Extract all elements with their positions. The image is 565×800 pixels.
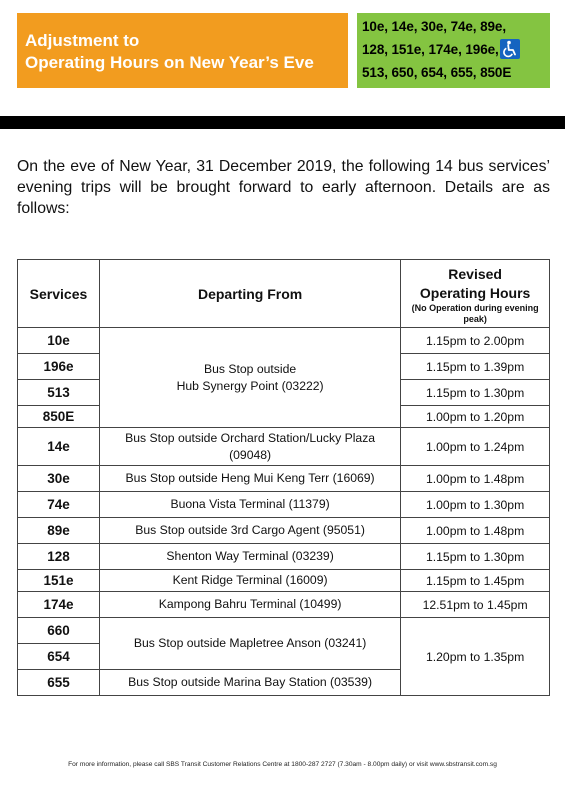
table-row xyxy=(18,492,550,518)
title-line-1: Adjustment to xyxy=(25,31,140,50)
service-number: 655 xyxy=(18,670,100,696)
departing-stop: Bus Stop outside Mapletree Anson (03241) xyxy=(99,618,400,670)
table-row xyxy=(18,618,550,644)
operating-hours: 1.00pm to 1.48pm xyxy=(401,518,550,544)
stop-line-1: Bus Stop outside xyxy=(204,361,297,376)
table-row xyxy=(18,570,550,592)
operating-hours: 1.00pm to 1.30pm xyxy=(401,492,550,518)
table-row xyxy=(18,328,550,354)
notice-title-banner xyxy=(17,13,348,88)
intro-paragraph: On the eve of New Year, 31 December 2019, the following 14 bus services’ evening trips will be brought forward to early afternoon. Details are as follows: xyxy=(17,158,550,217)
service-number: 151e xyxy=(18,570,100,592)
service-number: 30e xyxy=(18,466,100,492)
operating-hours: 1.15pm to 1.30pm xyxy=(401,544,550,570)
header-revised-note: (No Operation during evening peak) xyxy=(411,303,539,324)
affected-services-banner xyxy=(357,13,550,88)
service-number: 654 xyxy=(18,644,100,670)
table-row xyxy=(18,592,550,618)
departing-stop: Shenton Way Terminal (03239) xyxy=(99,544,400,570)
stop-line-2: Hub Synergy Point (03222) xyxy=(176,378,324,393)
services-line-2-text: 128, 151e, 174e, 196e, xyxy=(362,42,499,57)
operating-hours: 1.15pm to 1.30pm xyxy=(401,380,550,406)
stop-line-1: Bus Stop outside Orchard Station/Lucky Plaza xyxy=(125,430,376,445)
service-number: 89e xyxy=(18,518,100,544)
departing-stop xyxy=(99,328,400,428)
operating-hours: 1.15pm to 1.39pm xyxy=(401,354,550,380)
service-number: 196e xyxy=(18,354,100,380)
departing-stop: Kent Ridge Terminal (16009) xyxy=(99,570,400,592)
departing-stop: Buona Vista Terminal (11379) xyxy=(99,492,400,518)
services-line-2 xyxy=(362,38,550,61)
service-hours-table xyxy=(17,259,550,696)
divider-bar xyxy=(0,116,565,129)
service-number: 74e xyxy=(18,492,100,518)
title-line-2: Operating Hours on New Year’s Eve xyxy=(25,53,314,72)
service-number: 10e xyxy=(18,328,100,354)
operating-hours: 1.15pm to 1.45pm xyxy=(401,570,550,592)
wheelchair-icon xyxy=(500,39,520,59)
table-row xyxy=(18,428,550,466)
stop-line-2: (09048) xyxy=(229,447,272,462)
service-number: 174e xyxy=(18,592,100,618)
services-line-3: 513, 650, 654, 655, 850E xyxy=(362,65,512,80)
operating-hours: 1.00pm to 1.24pm xyxy=(401,428,550,466)
operating-hours: 1.20pm to 1.35pm xyxy=(401,618,550,696)
table-row xyxy=(18,544,550,570)
header-services: Services xyxy=(18,260,100,328)
services-line-1: 10e, 14e, 30e, 74e, 89e, xyxy=(362,19,506,34)
departing-stop: Bus Stop outside 3rd Cargo Agent (95051) xyxy=(99,518,400,544)
operating-hours: 1.00pm to 1.20pm xyxy=(401,406,550,428)
header-revised-line-1: Revised xyxy=(448,266,502,282)
header-departing-from: Departing From xyxy=(99,260,400,328)
table-row xyxy=(18,518,550,544)
service-number: 660 xyxy=(18,618,100,644)
service-number: 513 xyxy=(18,380,100,406)
departing-stop: Kampong Bahru Terminal (10499) xyxy=(99,592,400,618)
header-revised-line-2: Operating Hours xyxy=(419,285,531,301)
table-header-row xyxy=(18,260,550,328)
service-number: 14e xyxy=(18,428,100,466)
service-number: 128 xyxy=(18,544,100,570)
departing-stop: Bus Stop outside Heng Mui Keng Terr (16069) xyxy=(99,466,400,492)
operating-hours: 1.00pm to 1.48pm xyxy=(401,466,550,492)
operating-hours: 12.51pm to 1.45pm xyxy=(401,592,550,618)
departing-stop xyxy=(99,428,400,466)
header-revised-hours xyxy=(401,260,550,328)
footer-contact-info: For more information, please call SBS Transit Customer Relations Centre at 1800-287 2727 (7.30am - 8.00pm daily) or visit www.sbstransit.com.sg xyxy=(68,761,497,768)
departing-stop: Bus Stop outside Marina Bay Station (03539) xyxy=(99,670,400,696)
operating-hours: 1.15pm to 2.00pm xyxy=(401,328,550,354)
service-number: 850E xyxy=(18,406,100,428)
table-row xyxy=(18,466,550,492)
